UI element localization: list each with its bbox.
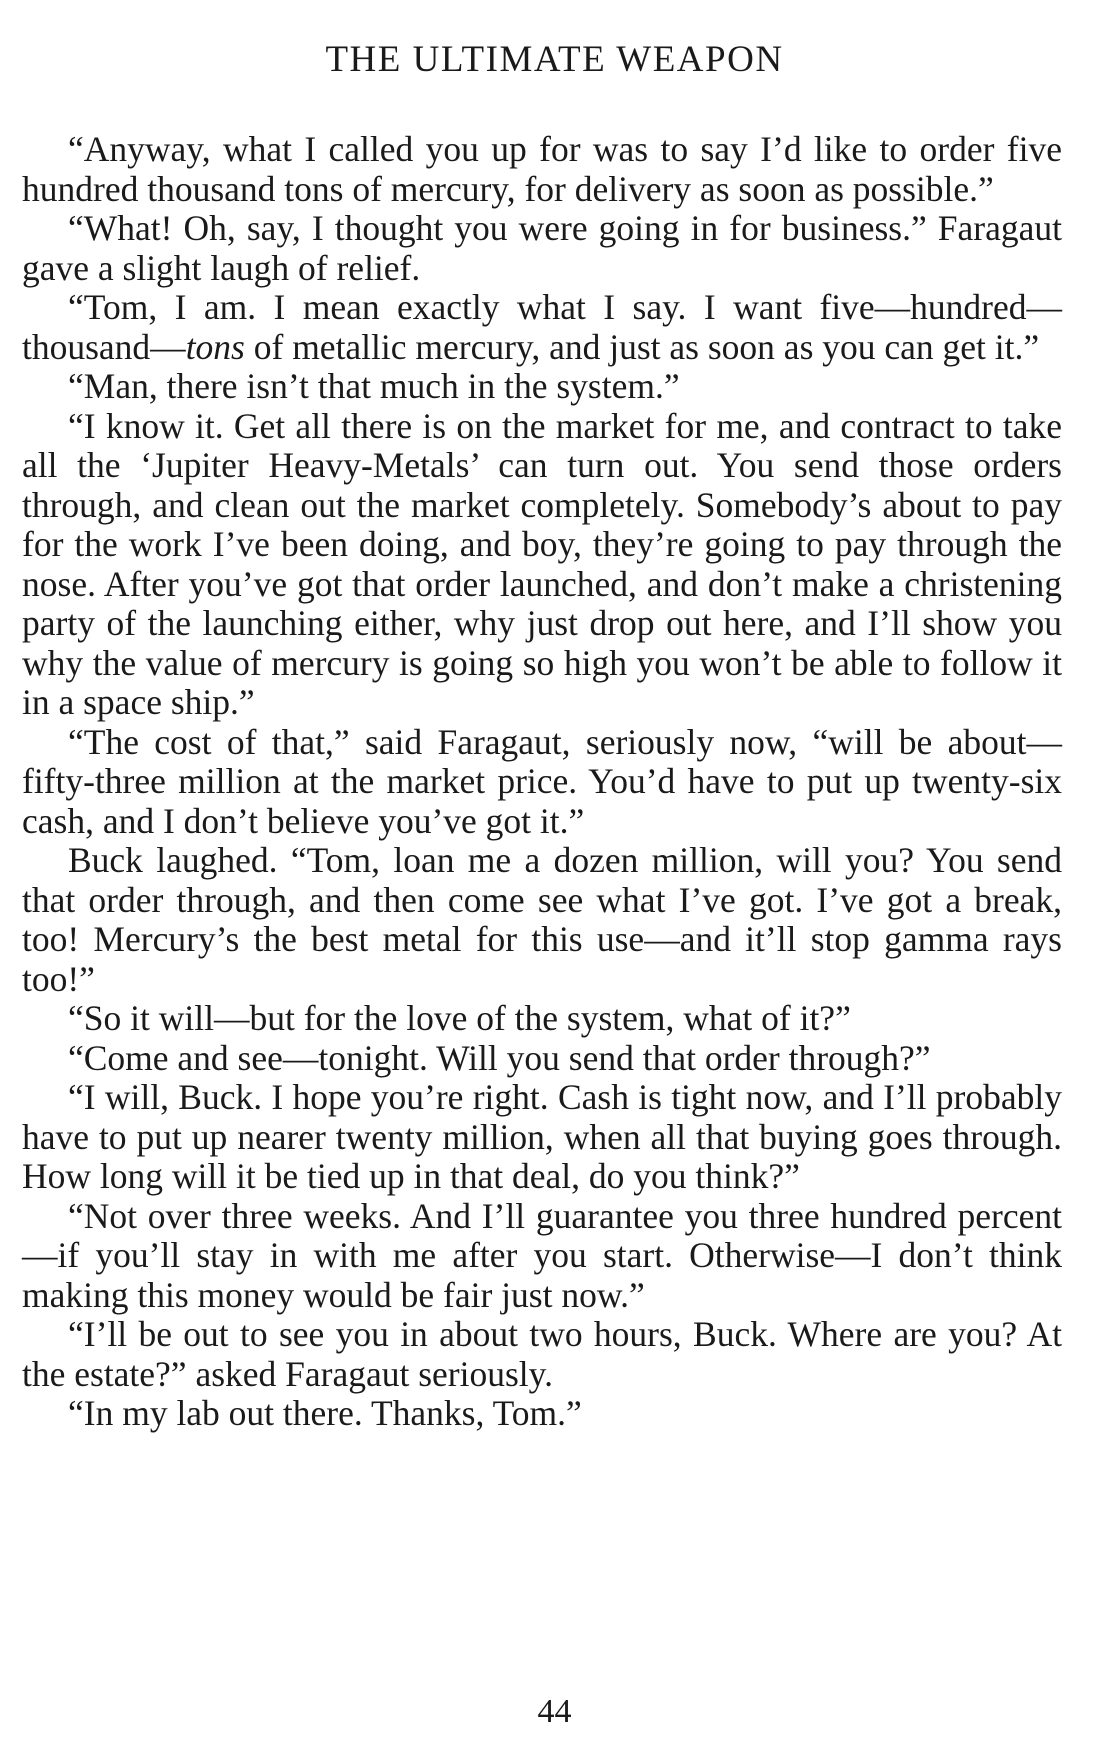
paragraph-3 xyxy=(22,288,1062,367)
page-number: 44 xyxy=(537,1693,572,1730)
paragraph-4: “Man, there isn’t that much in the system.” xyxy=(68,366,680,406)
paragraph-12: “I’ll be out to see you in about two hours, Buck. Where are you? At the estate?” asked Faragaut seriously. xyxy=(22,1314,1062,1394)
running-head-title: THE ULTIMATE WEAPON xyxy=(325,39,784,80)
paragraph-8: “So it will—but for the love of the system, what of it?” xyxy=(68,998,851,1038)
paragraph-1: “Anyway, what I called you up for was to say I’d like to order five hundred thousand tons of mercury, for delivery as soon as possible.” xyxy=(22,129,1062,209)
paragraph-3-lead: “Tom, I am. I mean exactly what I say. I want five—hundred—thousand— xyxy=(22,287,1062,367)
paragraph-2: “What! Oh, say, I thought you were going in for business.” Faragaut gave a slight laugh of relief. xyxy=(22,208,1062,288)
paragraph-11: “Not over three weeks. And I’ll guarantee you three hundred percent—if you’ll stay in with me after you start. Otherwise—I don’t think making this money would be fair just now.” xyxy=(22,1195,1062,1315)
paragraph-10: “I will, Buck. I hope you’re right. Cash is tight now, and I’ll probably have to put up nearer twenty million, when all that buying goes through. How long will it be tied up in that deal, do you think?” xyxy=(22,1077,1062,1196)
body-text xyxy=(22,130,1062,1434)
paragraph-3-tail: of metallic mercury, and just as soon as you can get it.” xyxy=(244,326,1040,367)
paragraph-6: “The cost of that,” said Faragaut, seriously now, “will be about—fifty-three million at the market price. You’d have to put up twenty-six cash, and I don’t believe you’ve got it.” xyxy=(22,721,1062,841)
paragraph-3-emphasis: tons xyxy=(185,326,245,367)
paragraph-5: “I know it. Get all there is on the market for me, and contract to take all the ‘Jupiter Heavy-Metals’ can turn out. You send those orders through, and clean out the market completely. Somebody’s about to pay for the work I’ve been doing, and boy, they’re going to pay through the nose. After you’ve got that order launched, and don’t make a christening party of the launching either, why just drop out here, and I’ll show you why the value of mercury is going so high you won’t be able to follow it in a space ship.” xyxy=(22,405,1062,722)
paragraph-13: “In my lab out there. Thanks, Tom.” xyxy=(68,1393,582,1433)
paragraph-7: Buck laughed. “Tom, loan me a dozen million, will you? You send that order through, and then come see what I’ve got. I’ve got a break, too! Mercury’s the best metal for this use—and it’ll stop gamma rays too!” xyxy=(22,840,1062,999)
paragraph-9: “Come and see—tonight. Will you send that order through?” xyxy=(68,1037,931,1078)
